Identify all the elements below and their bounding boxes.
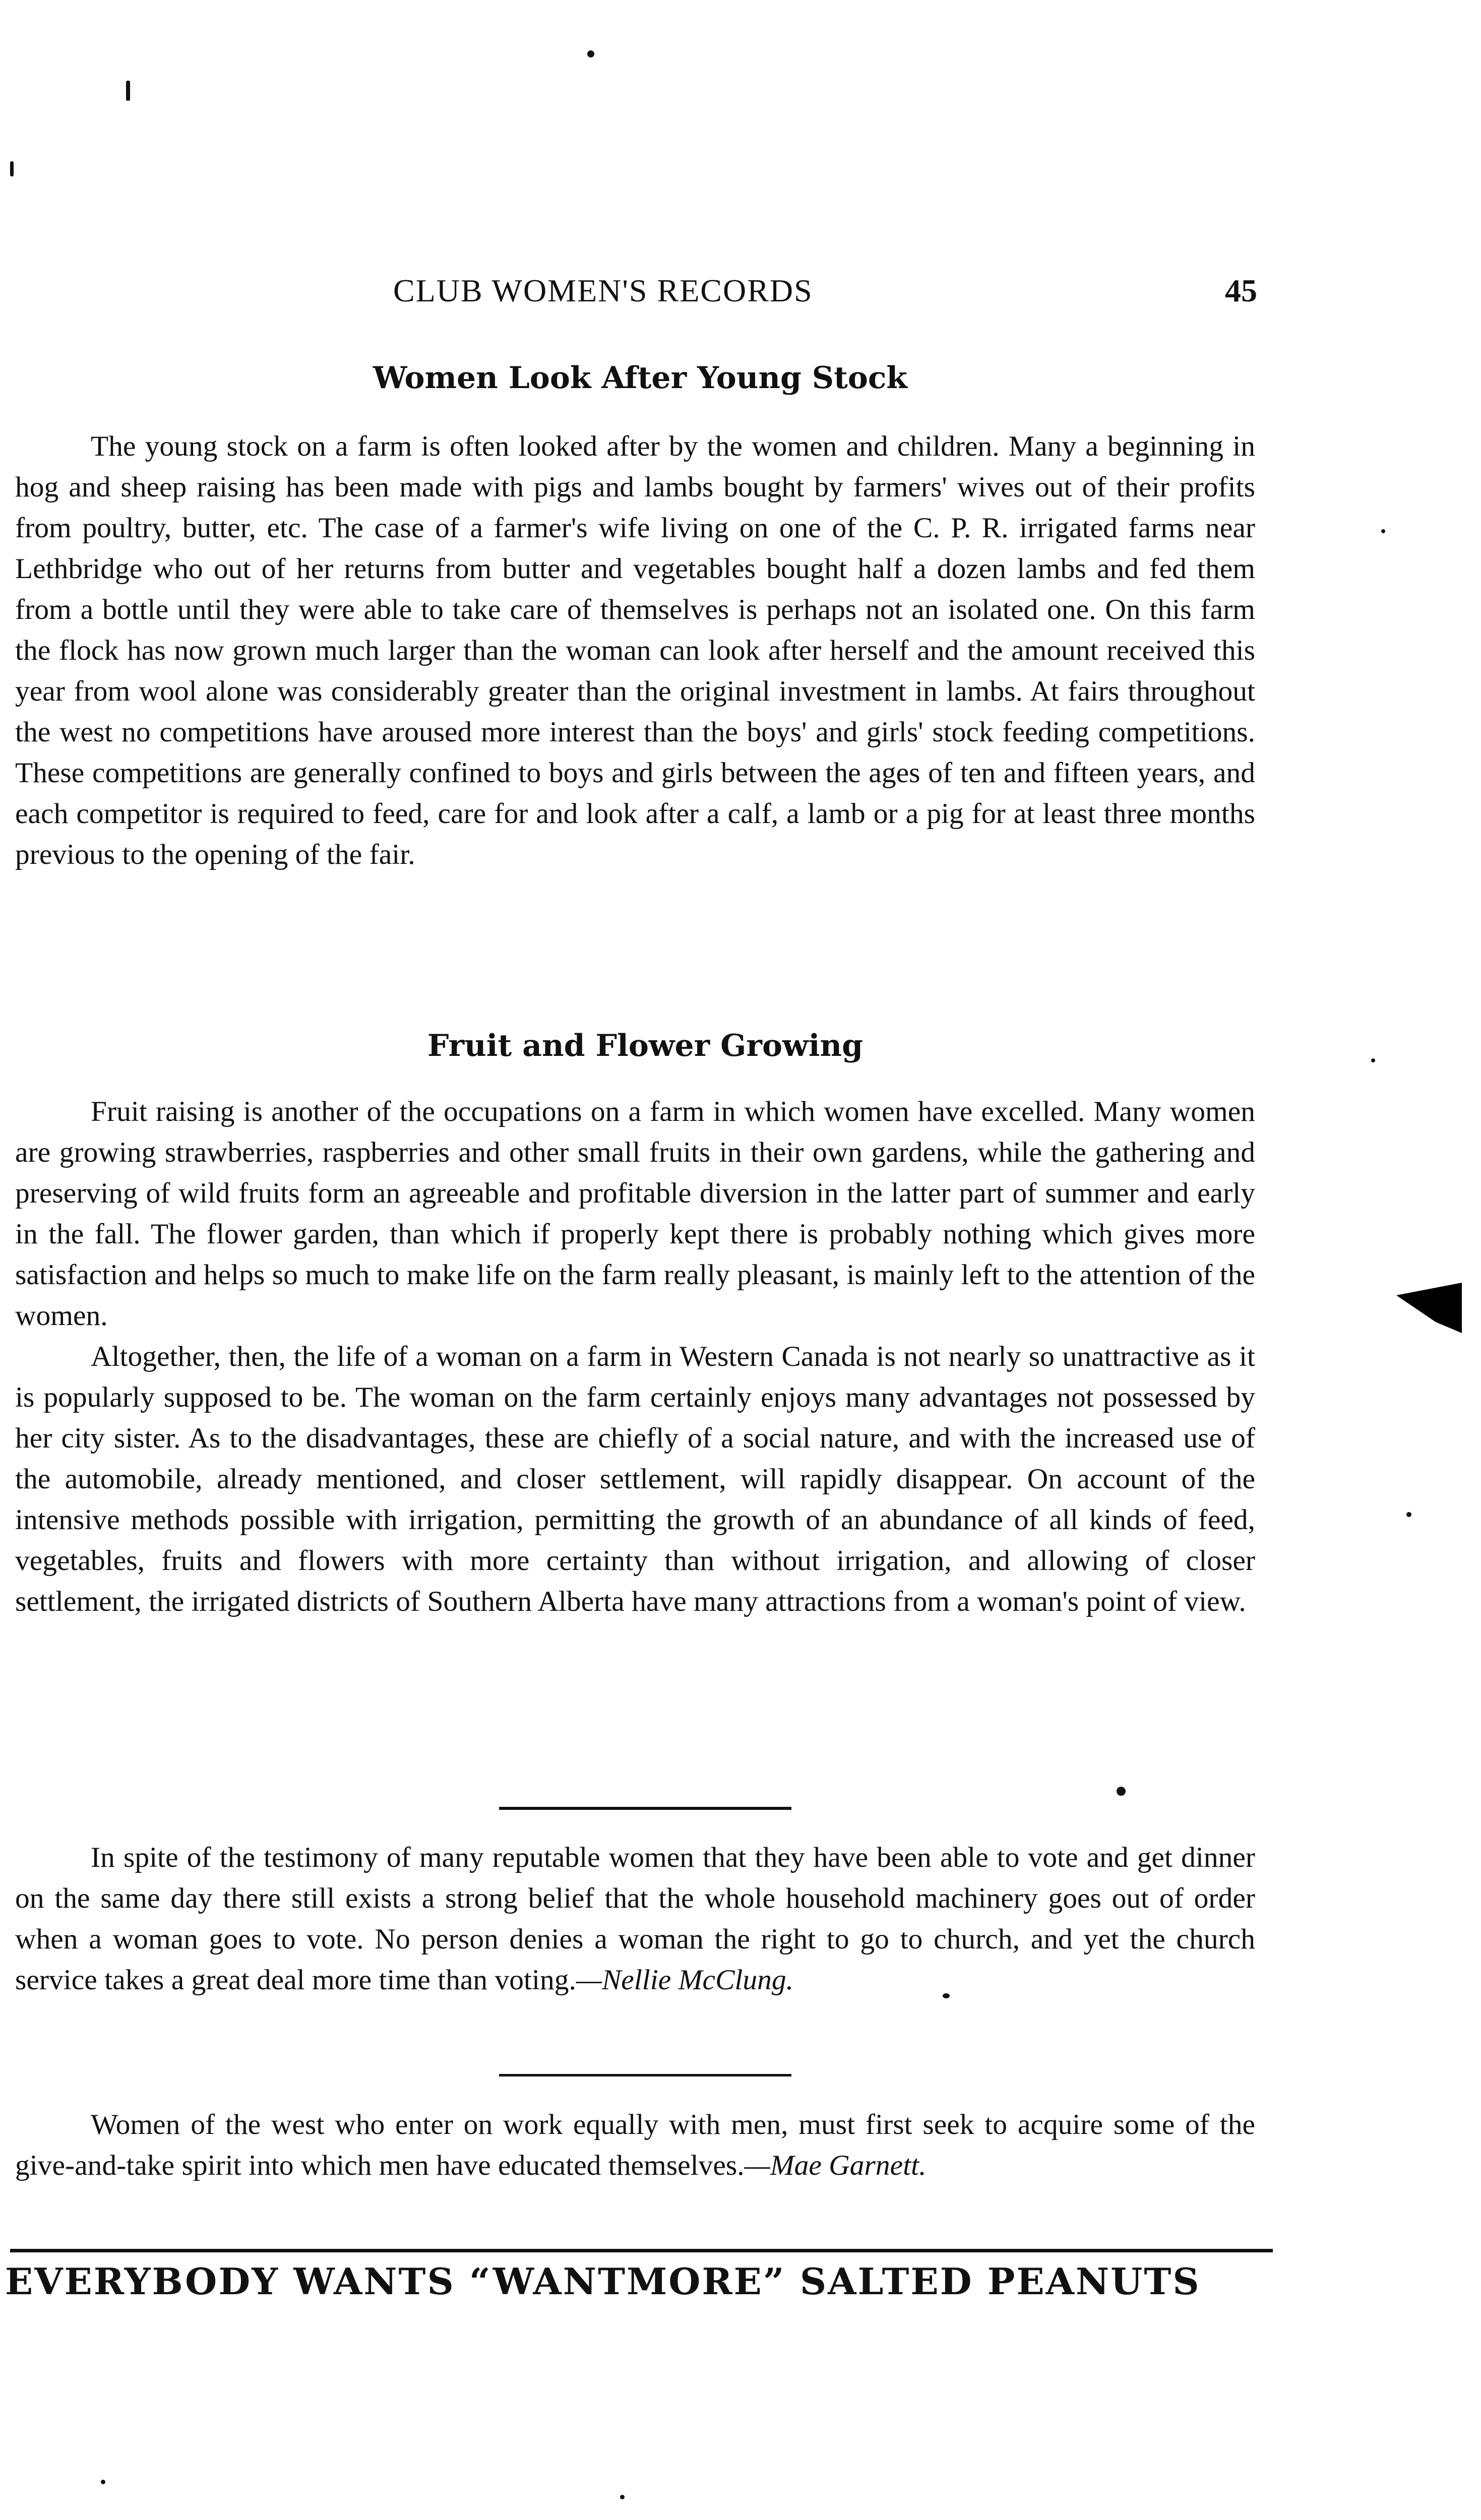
paragraph: Altogether, then, the life of a woman on a farm in Western Canada is not nearly so unattractive as it is popularly supposed to be. The woman on the farm certainly enjoys many advantages not possessed by her city sister. As to the disadvantages, these are chiefly of a social nature, and with the increased use of the automobile, already mentioned, and closer settlement, will rapidly disappear. On account of the intensive methods possible with irrigation, permitting the growth of an abundance of all kinds of feed, vegetables, fruits and flowers with more certainty than without irrigation, and allowing of closer settlement, the irrigated districts of Southern Alberta have many attractions from a woman's point of view. [15, 1341, 1255, 1617]
quote-attribution: —Nellie McClung. [576, 1964, 794, 1996]
divider-rule [499, 2074, 791, 2076]
quote-garnett [15, 2104, 1255, 2186]
scan-speck [1117, 1787, 1126, 1796]
divider-rule [499, 1807, 791, 1810]
section-body-young-stock [15, 426, 1255, 875]
scan-speck [1381, 529, 1385, 533]
scan-speck [101, 2480, 105, 2484]
scan-speck [943, 1993, 950, 1998]
quote-body: In spite of the testimony of many reputable women that they have been able to vote and get dinner on the same day there still exists a strong belief that the whole household machinery goes out of order when a woman goes to vote. No person denies a woman the right to go to church, and yet the church service takes a great deal more time than voting. [15, 1842, 1255, 1996]
paragraph: The young stock on a farm is often looked after by the women and children. Many a beginning in hog and sheep raising has been made with pigs and lambs bought by farmers' wives out of their profits from poultry, butter, etc. The case of a farmer's wife living on one of the C. P. R. irrigated farms near Lethbridge who out of her returns from butter and vegetables bought half a dozen lambs and fed them from a bottle until they were able to take care of themselves is perhaps not an isolated one. On this farm the flock has now grown much larger than the woman can look after herself and the amount received this year from wool alone was considerably greater than the original investment in lambs. At fairs throughout the west no competitions have aroused more interest than the boys' and girls' stock feeding competitions. These competitions are generally confined to boys and girls between the ages of ten and fifteen years, and each competitor is required to feed, care for and look after a calf, a lamb or a pig for at least three months previous to the opening of the fair. [15, 430, 1255, 870]
advertisement-rule [10, 2249, 1273, 2252]
quote-body: Women of the west who enter on work equally with men, must first seek to acquire some of the give-and-take spirit into which men have educated themselves. [15, 2109, 1255, 2181]
advertisement-banner: EVERYBODY WANTS “WANTMORE” SALTED PEANUTS [5, 2260, 1201, 2303]
scan-speck [1406, 1512, 1411, 1517]
quote-text [15, 2104, 1255, 2186]
scan-speck [126, 81, 130, 101]
scan-speck [587, 50, 594, 57]
section-heading-fruit-flower: Fruit and Flower Growing [427, 1028, 863, 1063]
quote-text [15, 1837, 1255, 2000]
section-body-fruit-flower [15, 1091, 1255, 1622]
quote-attribution: —Mae Garnett. [744, 2150, 927, 2181]
quote-mcclung [15, 1837, 1255, 2000]
scan-speck [10, 161, 14, 176]
scan-speck [1371, 1058, 1375, 1062]
section-heading-young-stock: Women Look After Young Stock [373, 360, 907, 396]
running-title: CLUB WOMEN'S RECORDS [393, 273, 813, 308]
scan-speck [620, 2495, 625, 2499]
paragraph: Fruit raising is another of the occupations on a farm in which women have excelled. Many women are growing strawberries, raspberries and other small fruits in their own gardens, while the gathering and preserving of wild fruits form an agreeable and profitable diversion in the latter part of summer and early in the fall. The flower garden, than which if properly kept there is probably nothing which gives more satisfaction and helps so much to make life on the farm really pleasant, is mainly left to the attention of the women. [15, 1096, 1255, 1332]
scan-ink-blot [1396, 1283, 1462, 1333]
running-header [10, 272, 1270, 318]
page-number: 45 [1225, 273, 1257, 308]
